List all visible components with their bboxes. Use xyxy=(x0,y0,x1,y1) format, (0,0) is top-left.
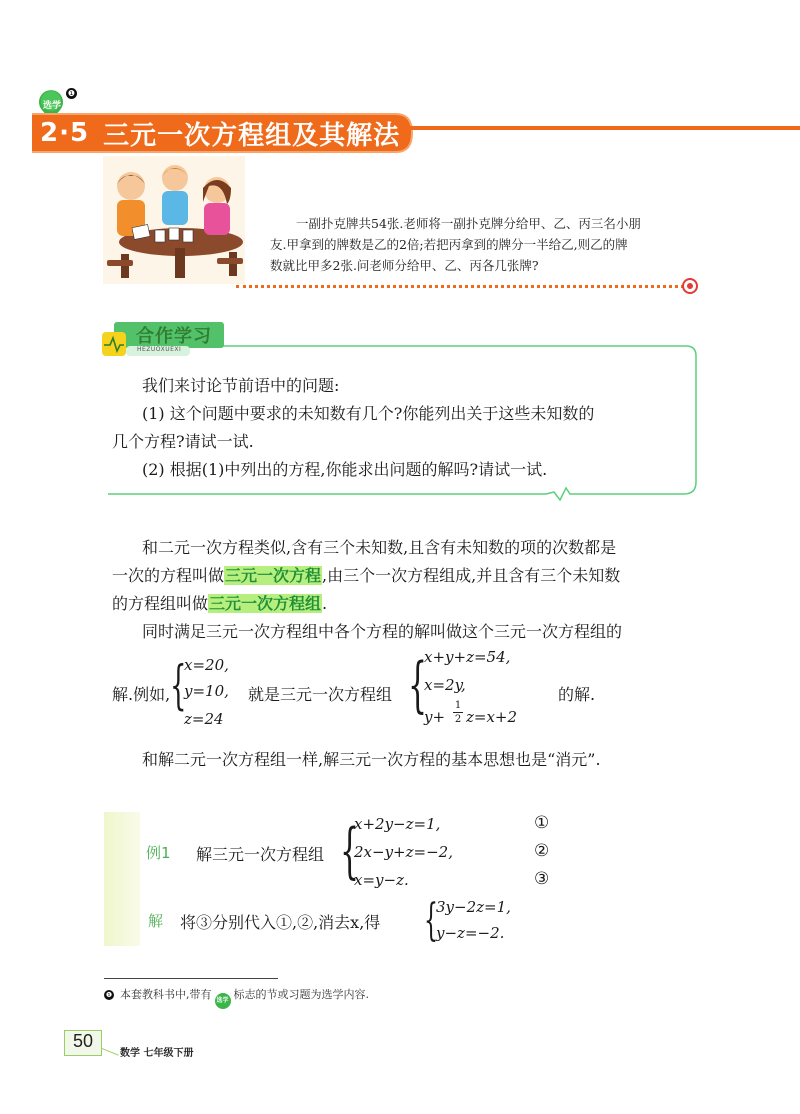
system-eq2-text: x=2y, xyxy=(424,676,466,694)
banner-rule xyxy=(404,126,800,130)
example-label: 例1 xyxy=(146,844,171,862)
system-eq1-text: x+y+z=54, xyxy=(424,648,511,666)
idea-line: 和解二元一次方程组一样,解三元一次方程的基本思想也是“消元”. xyxy=(142,750,601,769)
term-ternary-linear-system: 三元一次方程组 xyxy=(209,594,322,613)
idea-paragraph xyxy=(112,746,712,774)
example-eq3-text: x=y−z. xyxy=(354,871,409,889)
solution-middle: 就是三元一次方程组 xyxy=(248,685,393,704)
definition-line: 同时满足三元一次方程组中各个方程的解叫做这个三元一次方程组的 xyxy=(142,622,623,641)
example-eq3 xyxy=(354,871,409,889)
children-playing-cards-illustration xyxy=(103,156,245,284)
brace: { xyxy=(170,656,187,716)
definition-line: 和二元一次方程类似,含有三个未知数,且含有未知数的项的次数都是 xyxy=(142,538,617,557)
definition-text: 一次的方程叫做 xyxy=(112,566,225,585)
elective-badge-icon: 选学 xyxy=(215,993,231,1009)
definition-text: . xyxy=(322,594,328,613)
solution-step: 将③分别代入①,②,消去x,得 xyxy=(180,913,381,932)
brace: { xyxy=(424,895,438,946)
section-heading xyxy=(40,115,400,151)
system-eq3a xyxy=(424,708,445,726)
example-eq1-text: x+2y−z=1, xyxy=(354,815,441,833)
coop-line: 几个方程?请试一试. xyxy=(112,432,254,451)
reduced-eq1 xyxy=(436,898,511,916)
dotted-divider xyxy=(236,285,684,288)
solution-x-text: x=20, xyxy=(184,656,229,674)
page-tick-decoration xyxy=(98,1048,118,1064)
definition-line xyxy=(112,590,712,618)
solution-label: 解 xyxy=(148,912,164,930)
fraction-numerator: 1 xyxy=(454,700,462,711)
definition-line xyxy=(112,562,712,590)
solution-z-text: z=24 xyxy=(184,710,224,728)
elective-badge-text: 选学 xyxy=(42,101,61,111)
system-eq3a-text: y+ xyxy=(424,708,446,726)
brace: { xyxy=(408,650,428,720)
system-eq3b xyxy=(466,708,517,726)
coop-line: 我们来讨论节前语中的问题: xyxy=(142,376,340,395)
solution-suffix: 的解. xyxy=(558,685,596,704)
system-eq1 xyxy=(424,648,510,666)
book-title: 数学 七年级下册 xyxy=(120,1048,194,1059)
intro-problem xyxy=(270,213,690,276)
example-prompt: 解三元一次方程组 xyxy=(196,845,325,864)
intro-line: 一副扑克牌共54张.老师将一副扑克牌分给甲、乙、丙三名小朋 xyxy=(296,216,641,231)
section-number: 2·5 xyxy=(40,118,90,148)
footnote-rule xyxy=(104,978,278,979)
example-eq2-text: 2x−y+z=−2, xyxy=(354,843,453,861)
example-eq2 xyxy=(354,843,453,861)
coop-content xyxy=(112,372,692,484)
footnote-text: 标志的节或习题为选学内容. xyxy=(233,988,369,1001)
intro-line: 友.甲拿到的牌数是乙的2倍;若把丙拿到的牌分一半给乙,则乙的牌 xyxy=(270,237,628,252)
coop-line: (2) 根据(1)中列出的方程,你能求出问题的解吗?请试一试. xyxy=(142,460,548,479)
solution-prefix: 解.例如, xyxy=(112,685,171,704)
solution-x xyxy=(184,656,229,674)
definition-text: 的方程组叫做 xyxy=(112,594,209,613)
page-number: 50 xyxy=(72,1031,94,1051)
coop-title: 合作学习 xyxy=(136,326,212,347)
footnote xyxy=(104,986,369,1009)
term-ternary-linear-equation: 三元一次方程 xyxy=(225,566,322,585)
footnote-bullet: ❶ xyxy=(105,991,113,999)
solution-y xyxy=(184,682,229,700)
coop-subtitle: HEZUOXUEXI xyxy=(137,346,182,353)
target-dot-icon xyxy=(682,278,698,294)
example-sidebar xyxy=(104,812,140,946)
eq-number-2: ② xyxy=(534,841,550,861)
fraction-denominator: 2 xyxy=(454,714,462,725)
brace: { xyxy=(340,816,360,886)
section-title: 三元一次方程组及其解法 xyxy=(103,120,401,151)
coop-line: (1) 这个问题中要求的未知数有几个?你能列出关于这些未知数的 xyxy=(142,404,595,423)
intro-line: 数就比甲多2张.问老师分给甲、乙、丙各几张牌? xyxy=(270,258,539,273)
footnote-text: 本套教科书中,带有 xyxy=(120,988,212,1001)
reduced-eq2-text: y−z=−2. xyxy=(436,924,505,942)
system-eq2 xyxy=(424,676,466,694)
reduced-eq2 xyxy=(436,924,504,942)
eq-number-1: ① xyxy=(534,813,550,833)
solution-z xyxy=(184,710,224,728)
definition-text: ,由三个一次方程组成,并且含有三个未知数 xyxy=(322,566,621,585)
footnote-marker: ❶ xyxy=(67,89,76,98)
reduced-eq1-text: 3y−2z=1, xyxy=(436,898,511,916)
eq-number-3: ③ xyxy=(534,869,550,889)
solution-y-text: y=10, xyxy=(184,682,229,700)
definition-paragraph xyxy=(112,534,712,646)
system-eq3b-text: z=x+2 xyxy=(466,708,518,726)
example-eq1 xyxy=(354,815,440,833)
